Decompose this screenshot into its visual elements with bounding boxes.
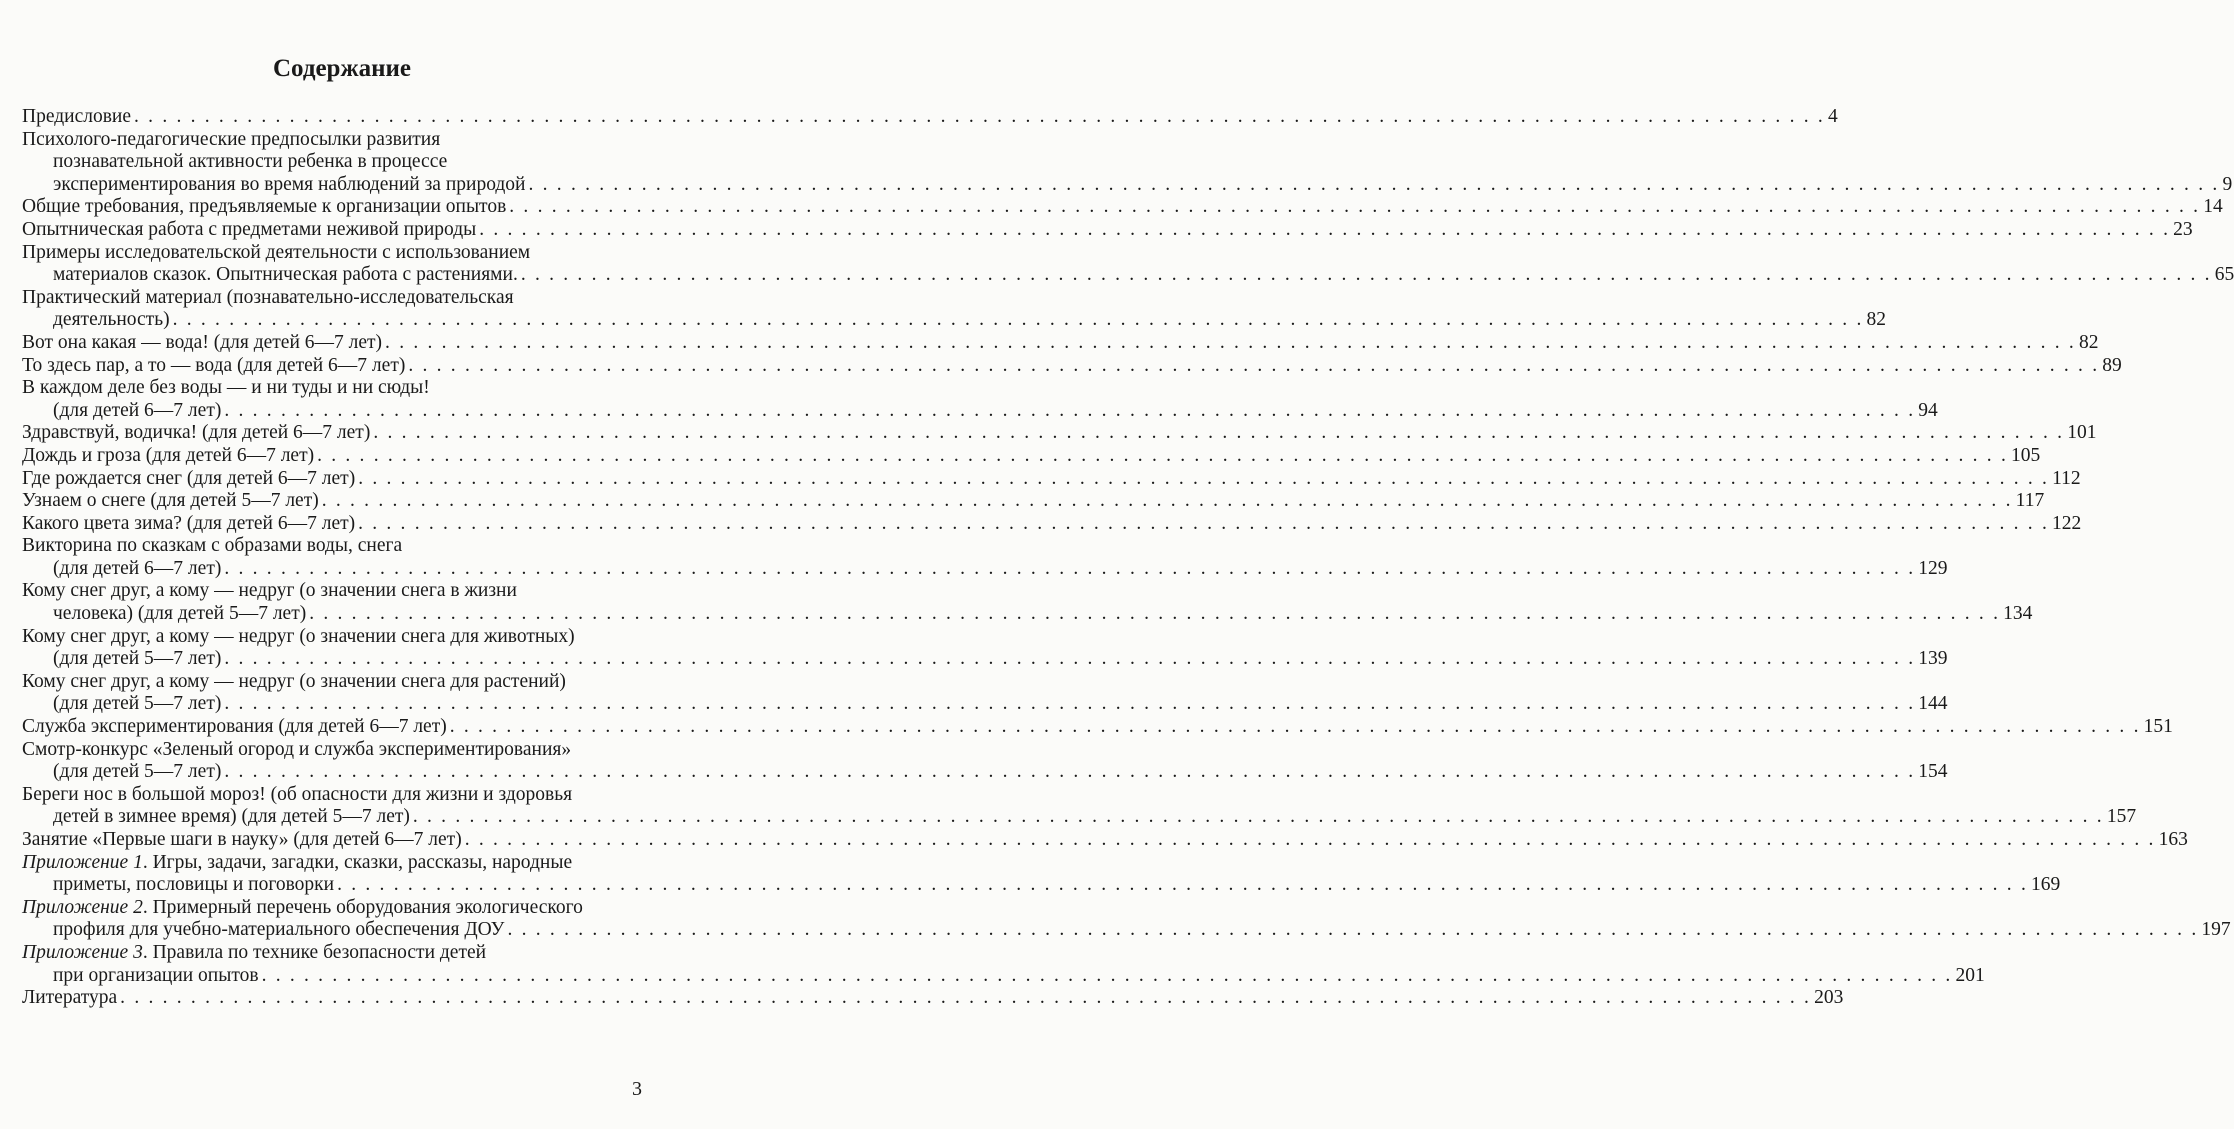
toc-page-number: 139 [1918,648,1948,670]
toc-page-number: 112 [2052,467,2081,489]
dot-leader: . . . . . . . . . . . . . . . . . . . . . . . . . . . . . . . . . . . . . . . . . . . . . . . . . . . . . . . . . . . . . . . . . . . . . . . . . . . . . . . . . . . . . . . . . . . . . . . . . . . . . . . . . . . . . . . . . . . . . . . . [321,490,2013,512]
toc-entry-line [22,377,638,400]
toc-page-number: 129 [1918,557,1948,579]
toc-page-number: 94 [1918,399,1938,421]
appendix-label: Приложение 3 [22,941,143,963]
toc-entry-text: . Примерный перечень оборудования экологического [142,896,583,918]
toc-entry[interactable] [22,331,2099,355]
toc-entry-text: Здравствуй, водичка! (для детей 6—7 лет) [22,422,371,444]
toc-entry[interactable] [22,512,2082,536]
appendix-label: Приложение 1 [22,851,143,873]
dot-leader: . . . . . . . . . . . . . . . . . . . . . . . . . . . . . . . . . . . . . . . . . . . . . . . . . . . . . . . . . . . . . . . . . . . . . . . . . . . . . . . . . . . . . . . . . . . . . . . . . . . . . . . . . . . . . . . . . . . . . . . . [507,919,2199,941]
toc-entry-text: (для детей 5—7 лет) [53,761,222,783]
toc-entry-line [22,354,2122,378]
dot-leader: . . . . . . . . . . . . . . . . . . . . . . . . . . . . . . . . . . . . . . . . . . . . . . . . . . . . . . . . . . . . . . . . . . . . . . . . . . . . . . . . . . . . . . . . . . . . . . . . . . . . . . . . . . . . . . . . . . . . . . . . [224,557,1916,579]
toc-entry[interactable] [22,218,2193,242]
toc-entry-line [22,716,2173,739]
dot-leader: . . . . . . . . . . . . . . . . . . . . . . . . . . . . . . . . . . . . . . . . . . . . . . . . . . . . . . . . . . . . . . . . . . . . . . . . . . . . . . . . . . . . . . . . . . . . . . . . . . . . . . . . . . . . . . . . . . . . . . . . [385,331,2076,353]
toc-entry[interactable] [22,896,2231,942]
toc-entry-line [22,671,638,694]
toc-page-number: 4 [1827,106,1838,127]
toc-entry-text: деятельность) [53,309,170,331]
toc-entry-text: экспериментирования во время наблюдений за природой [53,173,526,195]
toc-entry-text: Какого цвета зима? (для детей 6—7 лет) [22,512,356,534]
dot-leader: . . . . . . . . . . . . . . . . . . . . . . . . . . . . . . . . . . . . . . . . . . . . . . . . . . . . . . . . . . . . . . . . . . . . . . . . . . . . . . . . . . . . . . . . . . . . . . . . . . . . . . . . . . . . . . . . . . . . . . . . [509,196,2201,218]
toc-entry-text: Кому снег друг, а кому — недруг (о значении снега для животных) [22,625,575,647]
toc-page-number: 134 [2003,603,2033,625]
toc-page-number: 9 [2222,173,2233,195]
toc-entry-text: человека) (для детей 5—7 лет) [53,603,307,625]
toc-page-number: 105 [2011,444,2041,466]
dot-leader: . . . . . . . . . . . . . . . . . . . . . . . . . . . . . . . . . . . . . . . . . . . . . . . . . . . . . . . . . . . . . . . . . . . . . . . . . . . . . . . . . . . . . . . . . . . . . . . . . . . . . . . . . . . . . . . . . . . . . . . . [528,173,2220,195]
toc-page-number: 157 [2106,806,2137,828]
toc-entry[interactable] [22,716,2173,739]
toc-page-number: 163 [2158,829,2188,850]
toc-page-number: 101 [2067,422,2097,444]
toc-entry-text: Практический материал (познавательно-исследовательская [22,286,514,308]
toc-entry-line [22,603,2033,626]
dot-leader: . . . . . . . . . . . . . . . . . . . . . . . . . . . . . . . . . . . . . . . . . . . . . . . . . . . . . . . . . . . . . . . . . . . . . . . . . . . . . . . . . . . . . . . . . . . . . . . . . . . . . . . . . . . . . . . . . . . . . . . . [120,987,1812,1009]
toc-entry-text: То здесь пар, а то — вода (для детей 6—7 лет) [22,354,406,376]
toc-entry[interactable] [22,670,1948,716]
toc-entry[interactable] [22,738,1948,784]
toc-page-number: 122 [2052,512,2082,534]
toc-entry-line [22,964,1985,988]
toc-entry[interactable] [22,196,2223,219]
dot-leader: . . . . . . . . . . . . . . . . . . . . . . . . . . . . . . . . . . . . . . . . . . . . . . . . . . . . . . . . . . . . . . . . . . . . . . . . . . . . . . . . . . . . . . . . . . . . . . . . . . . . . . . . . . . . . . . . . . . . . . . . [358,467,2050,489]
dot-leader: . . . . . . . . . . . . . . . . . . . . . . . . . . . . . . . . . . . . . . . . . . . . . . . . . . . . . . . . . . . . . . . . . . . . . . . . . . . . . . . . . . . . . . . . . . . . . . . . . . . . . . . . . . . . . . . . . . . . . . . . [479,218,2171,240]
page-title: Содержание [272,55,411,82]
toc-entry-text: Узнаем о снеге (для детей 5—7 лет) [22,490,319,512]
dot-leader: . . . . . . . . . . . . . . . . . . . . . . . . . . . . . . . . . . . . . . . . . . . . . . . . . . . . . . . . . . . . . . . . . . . . . . . . . . . . . . . . . . . . . . . . . . . . . . . . . . . . . . . . . . . . . . . . . . . . . . . . [224,693,1916,715]
toc-entry[interactable] [22,286,1887,332]
dot-leader: . . . . . . . . . . . . . . . . . . . . . . . . . . . . . . . . . . . . . . . . . . . . . . . . . . . . . . . . . . . . . . . . . . . . . . . . . . . . . . . . . . . . . . . . . . . . . . . . . . . . . . . . . . . . . . . . . . . . . . . . [337,874,2029,896]
dot-leader: . . . . . . . . . . . . . . . . . . . . . . . . . . . . . . . . . . . . . . . . . . . . . . . . . . . . . . . . . . . . . . . . . . . . . . . . . . . . . . . . . . . . . . . . . . . . . . . . . . . . . . . . . . . . . . . . . . . . . . . . [309,603,2001,625]
toc-page-number: 117 [2015,490,2045,512]
toc-entry[interactable] [22,106,1838,129]
toc-entry-text: (для детей 6—7 лет) [53,399,222,421]
toc-entry[interactable] [22,851,2061,897]
toc-entry-line [22,535,638,558]
toc-entry[interactable] [22,467,2081,491]
toc-entry-text: Где рождается снег (для детей 6—7 лет) [22,467,356,489]
toc-entry-line [22,399,1938,423]
toc-page-number: 169 [2031,874,2061,896]
toc-entry-line [22,264,2234,287]
toc-entry-text: (для детей 6—7 лет) [53,557,222,579]
toc-entry-line [22,806,2137,829]
toc-entry-line [22,331,2099,355]
toc-entry-line [22,309,1887,332]
toc-entry-text: материалов сказок. Опытническая работа с растениями. [53,264,518,286]
toc-entry[interactable] [22,490,2045,513]
dot-leader: . . . . . . . . . . . . . . . . . . . . . . . . . . . . . . . . . . . . . . . . . . . . . . . . . . . . . . . . . . . . . . . . . . . . . . . . . . . . . . . . . . . . . . . . . . . . . . . . . . . . . . . . . . . . . . . . . . . . . . . . [412,806,2104,828]
toc-entry[interactable] [22,580,2033,625]
toc-entry-line [22,580,638,603]
toc-entry-text: Викторина по сказкам с образами воды, снега [22,535,403,557]
toc-entry-text: Смотр-конкурс «Зеленый огород и служба экспериментирования» [22,738,572,760]
toc-entry-text: профиля для учебно-материального обеспечения ДОУ [53,919,505,941]
toc-entry-line [22,693,1948,716]
toc-entry-line [22,287,638,310]
toc-entry-line [22,512,2082,536]
toc-entry-line [22,422,2097,445]
table-of-contents [22,106,2234,1010]
toc-entry-line [22,467,2081,491]
toc-entry-line [22,761,1948,784]
toc-entry-text: Кому снег друг, а кому — недруг (о значении снега в жизни [22,580,517,602]
toc-page-number: 82 [2078,331,2099,353]
toc-entry-line [22,490,2045,513]
dot-leader: . . . . . . . . . . . . . . . . . . . . . . . . . . . . . . . . . . . . . . . . . . . . . . . . . . . . . . . . . . . . . . . . . . . . . . . . . . . . . . . . . . . . . . . . . . . . . . . . . . . . . . . . . . . . . . . . . . . . . . . . [373,422,2065,444]
toc-entry-line [22,829,2188,852]
toc-entry-text: Общие требования, предъявляемые к организации опытов [22,196,507,218]
toc-entry-text: приметы, пословицы и поговорки [53,874,335,896]
toc-page-number: 23 [2173,218,2193,240]
toc-entry-line [22,784,638,807]
toc-entry-line [22,987,1844,1010]
toc-page-number: 197 [2201,919,2231,941]
dot-leader: . . . . . . . . . . . . . . . . . . . . . . . . . . . . . . . . . . . . . . . . . . . . . . . . . . . . . . . . . . . . . . . . . . . . . . . . . . . . . . . . . . . . . . . . . . . . . . . . . . . . . . . . . . . . . . . . . . . . . . . . [172,309,1864,331]
toc-entry-line [22,919,2231,942]
dot-leader: . . . . . . . . . . . . . . . . . . . . . . . . . . . . . . . . . . . . . . . . . . . . . . . . . . . . . . . . . . . . . . . . . . . . . . . . . . . . . . . . . . . . . . . . . . . . . . . . . . . . . . . . . . . . . . . . . . . . . . . . [449,716,2141,738]
toc-entry-text: (для детей 5—7 лет) [53,693,222,715]
dot-leader: . . . . . . . . . . . . . . . . . . . . . . . . . . . . . . . . . . . . . . . . . . . . . . . . . . . . . . . . . . . . . . . . . . . . . . . . . . . . . . . . . . . . . . . . . . . . . . . . . . . . . . . . . . . . . . . . . . . . . . . . [224,399,1916,421]
toc-entry-text: (для детей 5—7 лет) [53,648,222,670]
toc-entry-line [22,218,2193,242]
toc-entry-line [22,626,638,649]
dot-leader: . . . . . . . . . . . . . . . . . . . . . . . . . . . . . . . . . . . . . . . . . . . . . . . . . . . . . . . . . . . . . . . . . . . . . . . . . . . . . . . . . . . . . . . . . . . . . . . . . . . . . . . . . . . . . . . . . . . . . . . . [408,354,2100,376]
toc-entry-line [22,196,2223,219]
toc-entry-line [22,242,638,265]
toc-entry[interactable] [22,829,2188,852]
toc-entry-text: . Игры, задачи, загадки, сказки, рассказы, народные [142,851,573,873]
dot-leader: . . . . . . . . . . . . . . . . . . . . . . . . . . . . . . . . . . . . . . . . . . . . . . . . . . . . . . . . . . . . . . . . . . . . . . . . . . . . . . . . . . . . . . . . . . . . . . . . . . . . . . . . . . . . . . . . . . . . . . . . [134,106,1825,127]
toc-entry-line [22,151,638,174]
toc-entry[interactable] [22,783,2137,829]
dot-leader: . . . . . . . . . . . . . . . . . . . . . . . . . . . . . . . . . . . . . . . . . . . . . . . . . . . . . . . . . . . . . . . . . . . . . . . . . . . . . . . . . . . . . . . . . . . . . . . . . . . . . . . . . . . . . . . . . . . . . . . . [317,444,2009,466]
toc-entry[interactable] [22,377,1938,422]
toc-entry-line [22,444,2041,468]
toc-entry-line [22,942,638,965]
toc-entry-line [22,852,638,875]
toc-page-number: 154 [1918,761,1948,783]
dot-leader: . . . . . . . . . . . . . . . . . . . . . . . . . . . . . . . . . . . . . . . . . . . . . . . . . . . . . . . . . . . . . . . . . . . . . . . . . . . . . . . . . . . . . . . . . . . . . . . . . . . . . . . . . . . . . . . . . . . . . . . . [224,761,1916,783]
toc-entry-text: Дождь и гроза (для детей 6—7 лет) [22,444,315,466]
toc-entry[interactable] [22,241,2234,287]
toc-entry-text: В каждом деле без воды — и ни туды и ни сюды! [22,377,430,399]
toc-entry-text: Психолого-педагогические предпосылки развития [22,128,441,150]
toc-entry-line [22,648,1948,671]
toc-page-number: 89 [2102,354,2122,376]
toc-entry[interactable] [22,128,2233,197]
toc-entry[interactable] [22,354,2122,378]
toc-page-number: 82 [1866,309,1887,331]
toc-entry-text: . Правила по технике безопасности детей [142,941,487,963]
dot-leader: . . . . . . . . . . . . . . . . . . . . . . . . . . . . . . . . . . . . . . . . . . . . . . . . . . . . . . . . . . . . . . . . . . . . . . . . . . . . . . . . . . . . . . . . . . . . . . . . . . . . . . . . . . . . . . . . . . . . . . . . [520,264,2212,286]
dot-leader: . . . . . . . . . . . . . . . . . . . . . . . . . . . . . . . . . . . . . . . . . . . . . . . . . . . . . . . . . . . . . . . . . . . . . . . . . . . . . . . . . . . . . . . . . . . . . . . . . . . . . . . . . . . . . . . . . . . . . . . . [224,648,1916,670]
toc-entry-text: Литература [22,987,118,1009]
toc-entry-text: детей в зимнее время) (для детей 5—7 лет) [53,806,410,828]
toc-page-number: 201 [1955,964,1985,986]
toc-entry-line [22,739,638,762]
toc-entry-text: Занятие «Первые шаги в науку» (для детей 6—7 лет) [22,829,462,850]
toc-entry-line [22,173,2233,197]
toc-entry[interactable] [22,422,2097,445]
appendix-label: Приложение 2 [22,896,143,918]
toc-page-number: 151 [2143,716,2173,738]
toc-entry-text: Опытническая работа с предметами неживой природы [22,218,477,240]
toc-page-number: 14 [2203,196,2223,218]
toc-entry-line [22,557,1948,581]
toc-entry-text: Предисловие [22,106,132,127]
toc-entry-text: Служба экспериментирования (для детей 6—7 лет) [22,716,447,738]
toc-entry-text: при организации опытов [53,964,259,986]
toc-entry-line [22,106,1838,129]
toc-entry[interactable] [22,625,1948,671]
dot-leader: . . . . . . . . . . . . . . . . . . . . . . . . . . . . . . . . . . . . . . . . . . . . . . . . . . . . . . . . . . . . . . . . . . . . . . . . . . . . . . . . . . . . . . . . . . . . . . . . . . . . . . . . . . . . . . . . . . . . . . . . [261,964,1953,986]
toc-entry[interactable] [22,535,1948,580]
toc-entry-text: Вот она какая — вода! (для детей 6—7 лет) [22,331,383,353]
toc-entry-text: Береги нос в большой мороз! (об опасности для жизни и здоровья [22,783,573,805]
toc-entry-text: познавательной активности ребенка в процессе [53,151,448,173]
toc-page-number: 65 [2214,264,2234,286]
toc-entry-line [22,129,638,152]
dot-leader: . . . . . . . . . . . . . . . . . . . . . . . . . . . . . . . . . . . . . . . . . . . . . . . . . . . . . . . . . . . . . . . . . . . . . . . . . . . . . . . . . . . . . . . . . . . . . . . . . . . . . . . . . . . . . . . . . . . . . . . . [358,512,2050,534]
toc-page-number: 144 [1918,693,1948,715]
toc-entry-line [22,897,638,920]
toc-entry-text: Примеры исследовательской деятельности с использованием [22,241,531,263]
toc-page-number: 203 [1814,987,1844,1009]
toc-entry-line [22,874,2061,897]
page-number: 3 [632,1078,642,1100]
dot-leader: . . . . . . . . . . . . . . . . . . . . . . . . . . . . . . . . . . . . . . . . . . . . . . . . . . . . . . . . . . . . . . . . . . . . . . . . . . . . . . . . . . . . . . . . . . . . . . . . . . . . . . . . . . . . . . . . . . . . . . . . [464,829,2156,850]
toc-entry-text: Кому снег друг, а кому — недруг (о значении снега для растений) [22,670,566,692]
toc-entry[interactable] [22,941,1985,987]
toc-entry[interactable] [22,444,2041,468]
toc-entry[interactable] [22,987,1844,1010]
